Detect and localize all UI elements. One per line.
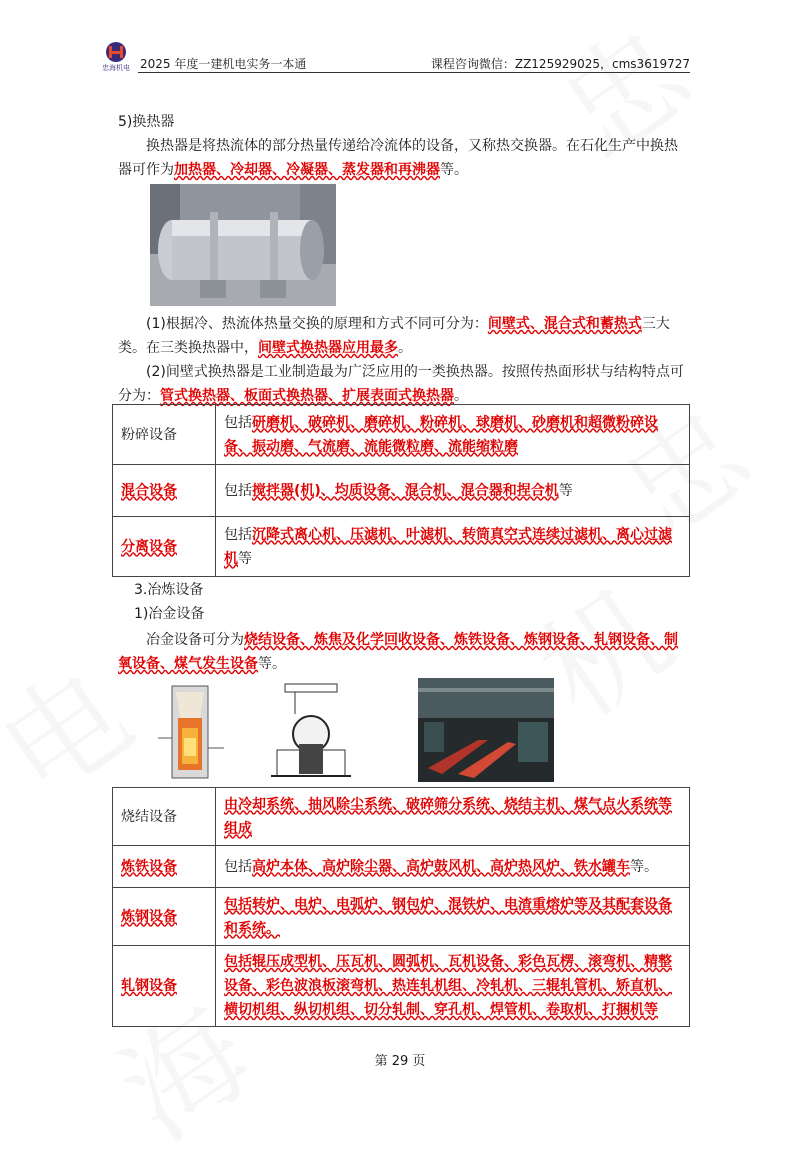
metallurgy-table [112,787,690,1027]
highlight-text: 研磨机、破碎机、磨碎机、粉碎机、球磨机、砂磨机和超微粉碎设备、振动磨、气流磨、流能微粒磨、流能缩粒磨 [224,414,658,455]
table-row [113,465,690,517]
row-key: 混合设备 [113,465,216,517]
row-key: 粉碎设备 [113,405,216,465]
highlight-text: 包括辊压成型机、压瓦机、圆弧机、瓦机设备、彩色瓦楞、滚弯机、精整设备、彩色波浪板滚弯机、热连轧机组、冷轧机、三辊轧管机、矫直机、横切机组、纵切机组、切分轧制、穿孔机、焊管机、卷取机、打捆机等 [224,954,672,1018]
row-key: 烧结设备 [113,788,216,846]
highlight-text: 高炉本体、高炉除尘器、高炉鼓风机、高炉热风炉、铁水罐车 [252,858,630,875]
highlight-text: 间壁式换热器应用最多 [258,340,398,356]
table-row [113,888,690,946]
row-key: 炼铁设备 [113,846,216,888]
table-row [113,517,690,577]
paragraph: 冶金设备可分为烧结设备、炼焦及化学回收设备、炼铁设备、炼钢设备、轧钢设备、制氧设备、煤气发生设备等。 [118,632,678,672]
row-value: 包括高炉本体、高炉除尘器、高炉鼓风机、高炉热风炉、铁水罐车等。 [216,846,690,888]
highlight-text: 包括转炉、电炉、电弧炉、钢包炉、混铁炉、电渣重熔炉等及其配套设备和系统。 [224,896,672,937]
table-row [113,788,690,846]
section-heading: 5)换热器 [118,114,175,130]
row-value: 包括搅拌器(机)、均质设备、混合机、混合器和捏合机等 [216,465,690,517]
highlight-text: 烧结设备、炼焦及化学回收设备、炼铁设备、炼钢设备、轧钢设备、制氧设备、煤气发生设备 [118,632,678,672]
contact-info: 课程咨询微信：ZZ125929025，cms3619727 [430,57,690,71]
highlight-text: 加热器、冷却器、冷凝器、蒸发器和再沸器 [174,162,440,178]
row-value: 包括沉降式离心机、压滤机、叶滤机、转筒真空式连续过滤机、离心过滤机等 [216,517,690,577]
row-value [216,946,690,1027]
paragraph: (2)间壁式换热器是工业制造最为广泛应用的一类换热器。按照传热面形状与结构特点可分为：管式换热器、板面式换热器、扩展表面式换热器。 [118,364,684,404]
row-value [216,888,690,946]
highlight-text: 由冷却系统、抽风除尘系统、破碎筛分系统、烧结主机、煤气点火系统等组成 [224,796,672,837]
row-key: 分离设备 [113,517,216,577]
company-logo [100,40,132,72]
svg-text:忠海机电: 忠海机电 [102,64,130,72]
subsection-heading: 1)冶金设备 [134,606,205,622]
page-header [100,40,690,74]
equipment-table [112,404,690,577]
row-key: 炼钢设备 [113,888,216,946]
row-value [216,788,690,846]
table-row [113,846,690,888]
table-row [113,946,690,1027]
converter-diagram [265,678,357,782]
row-value: 包括研磨机、破碎机、磨碎机、粉碎机、球磨机、砂磨机和超微粉碎设备、振动磨、气流磨、流能微粒磨、流能缩粒磨 [216,405,690,465]
document-title: 2025 年度一建机电实务一本通 [140,57,307,71]
rolling-mill-photo [418,678,554,782]
highlight-text: 搅拌器(机)、均质设备、混合机、混合器和捏合机 [252,482,559,499]
paragraph: 换热器是将热流体的部分热量传递给冷流体的设备，又称热交换器。在石化生产中换热器可作为加热器、冷却器、冷凝器、蒸发器和再沸器等。 [118,138,678,178]
highlight-text: 管式换热器、板面式换热器、扩展表面式换热器 [160,388,454,404]
section-heading: 3.冶炼设备 [134,582,204,598]
row-key: 轧钢设备 [113,946,216,1027]
header-rule [138,72,690,73]
paragraph: (1)根据冷、热流体热量交换的原理和方式不同可分为：间壁式、混合式和蓄热式三大类。在三类换热器中，间壁式换热器应用最多。 [118,316,670,356]
highlight-text: 间壁式、混合式和蓄热式 [487,316,642,332]
page-number: 第 29 页 [374,1054,426,1069]
table-row [113,405,690,465]
heat-exchanger-photo [150,184,336,306]
highlight-text: 沉降式离心机、压滤机、叶滤机、转筒真空式连续过滤机、离心过滤机 [224,526,672,567]
blast-furnace-diagram [150,678,230,782]
